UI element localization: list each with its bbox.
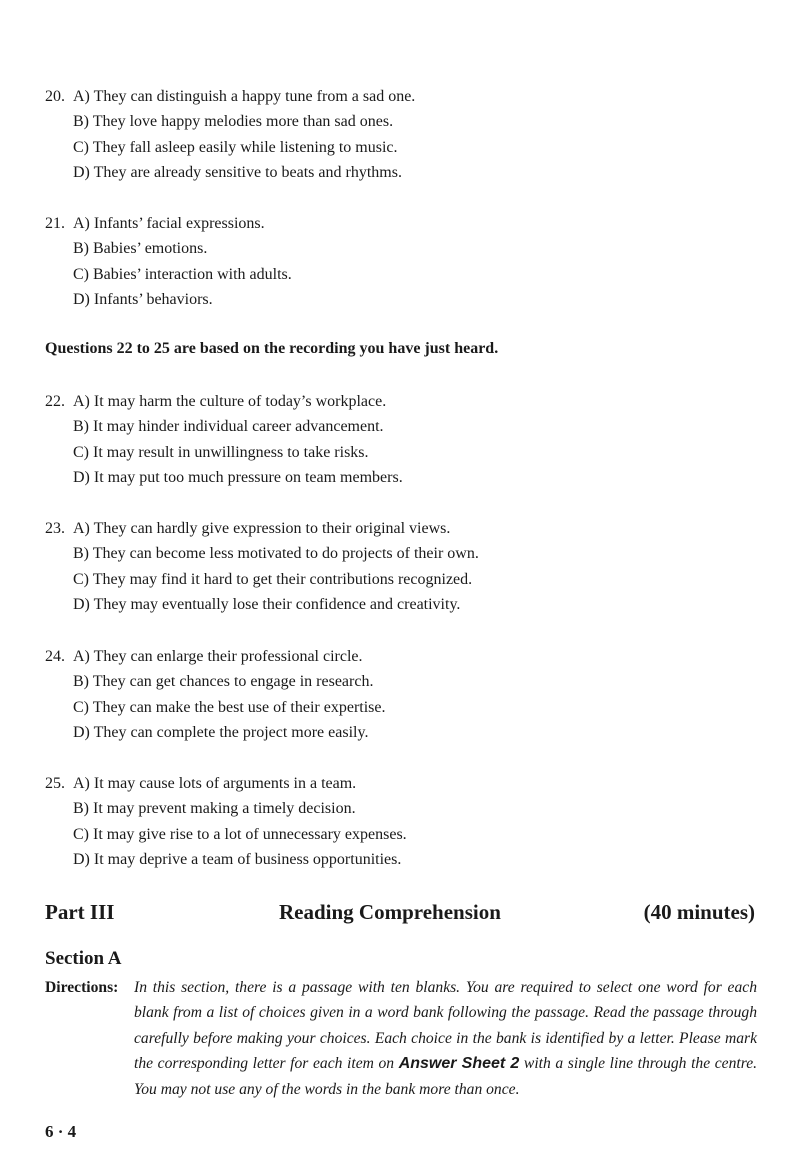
directions-text-part2: with a single line through the centre. You may not use any of the words in the bank more than once. [134,1055,758,1098]
option-a [45,84,415,109]
option-text: A) They can enlarge their professional circle. [73,648,363,665]
option-c [45,262,292,287]
question-number: 21. [45,215,65,232]
option-b [45,109,415,134]
option-c [45,822,407,847]
option-b [45,796,407,821]
option-d [45,465,403,490]
option-c [45,135,415,160]
section-title: Section A [45,948,122,969]
part-time: (40 minutes) [643,900,755,924]
option-d [45,160,415,185]
directions-label-text: Directions [45,979,114,996]
option-text: C) It may give rise to a lot of unnecessary expenses. [73,825,407,843]
option-text: B) They can get chances to engage in research. [73,673,374,691]
option-a [45,644,385,669]
option-d [45,847,407,872]
question-20 [45,84,415,186]
option-b [45,414,403,439]
option-d [45,287,292,312]
option-b [45,236,292,261]
option-text: B) It may prevent making a timely decision. [73,800,356,818]
directions-label [45,975,118,1000]
recording-heading: Questions 22 to 25 are based on the recording you have just heard. [45,340,499,357]
question-23 [45,516,479,618]
option-text: B) They love happy melodies more than sad ones. [73,113,394,131]
question-number: 23. [45,520,65,537]
directions-text-part1: In this section, there is a passage with ten blanks. You are required to select one word for each blank from a list of choices given in a word bank following the passage. Read the passage through carefully before making your choices. Each choice in the bank is identified by a letter. Please mark the corresponding letter for each item on [134,979,757,1073]
option-text: D) It may put too much pressure on team members. [73,469,403,487]
option-text: A) They can hardly give expression to their original views. [73,520,451,537]
option-text: C) It may result in unwillingness to take risks. [73,443,369,461]
option-b [45,541,479,566]
question-number: 25. [45,775,65,792]
question-number: 20. [45,88,65,105]
option-text: B) They can become less motivated to do projects of their own. [73,545,479,563]
option-d [45,592,479,617]
option-c [45,440,403,465]
question-21 [45,211,292,313]
directions-colon: : [113,979,119,996]
option-a [45,516,479,541]
option-text: A) Infants’ facial expressions. [73,215,265,232]
option-text: D) It may deprive a team of business opportunities. [73,851,402,869]
option-text: D) They are already sensitive to beats and rhythms. [73,164,402,182]
option-text: A) It may cause lots of arguments in a team. [73,775,357,792]
option-text: D) They may eventually lose their confidence and creativity. [73,596,461,614]
option-text: C) Babies’ interaction with adults. [73,265,292,283]
directions-text [134,975,757,1102]
option-text: B) Babies’ emotions. [73,240,208,258]
option-c [45,695,385,720]
option-a [45,771,407,796]
option-d [45,720,385,745]
question-22 [45,389,403,491]
part-title: Reading Comprehension [279,900,501,924]
option-c [45,567,479,592]
answer-sheet-label: Answer Sheet 2 [398,1055,520,1073]
option-text: D) Infants’ behaviors. [73,291,213,309]
option-text: D) They can complete the project more easily. [73,724,369,742]
part-label: Part III [45,900,115,924]
part-header [45,900,755,930]
question-number: 24. [45,648,65,665]
option-b [45,669,385,694]
option-a [45,389,403,414]
question-24 [45,644,385,746]
option-text: C) They may find it hard to get their contributions recognized. [73,570,473,588]
option-text: B) It may hinder individual career advancement. [73,418,384,436]
option-a [45,211,292,236]
option-text: A) They can distinguish a happy tune from a sad one. [73,88,416,105]
directions [45,975,757,1102]
question-number: 22. [45,393,65,410]
question-25 [45,771,407,873]
option-text: A) It may harm the culture of today’s workplace. [73,393,387,410]
option-text: C) They can make the best use of their expertise. [73,698,386,716]
page-number: 6 · 4 [45,1122,77,1141]
option-text: C) They fall asleep easily while listening to music. [73,138,398,156]
